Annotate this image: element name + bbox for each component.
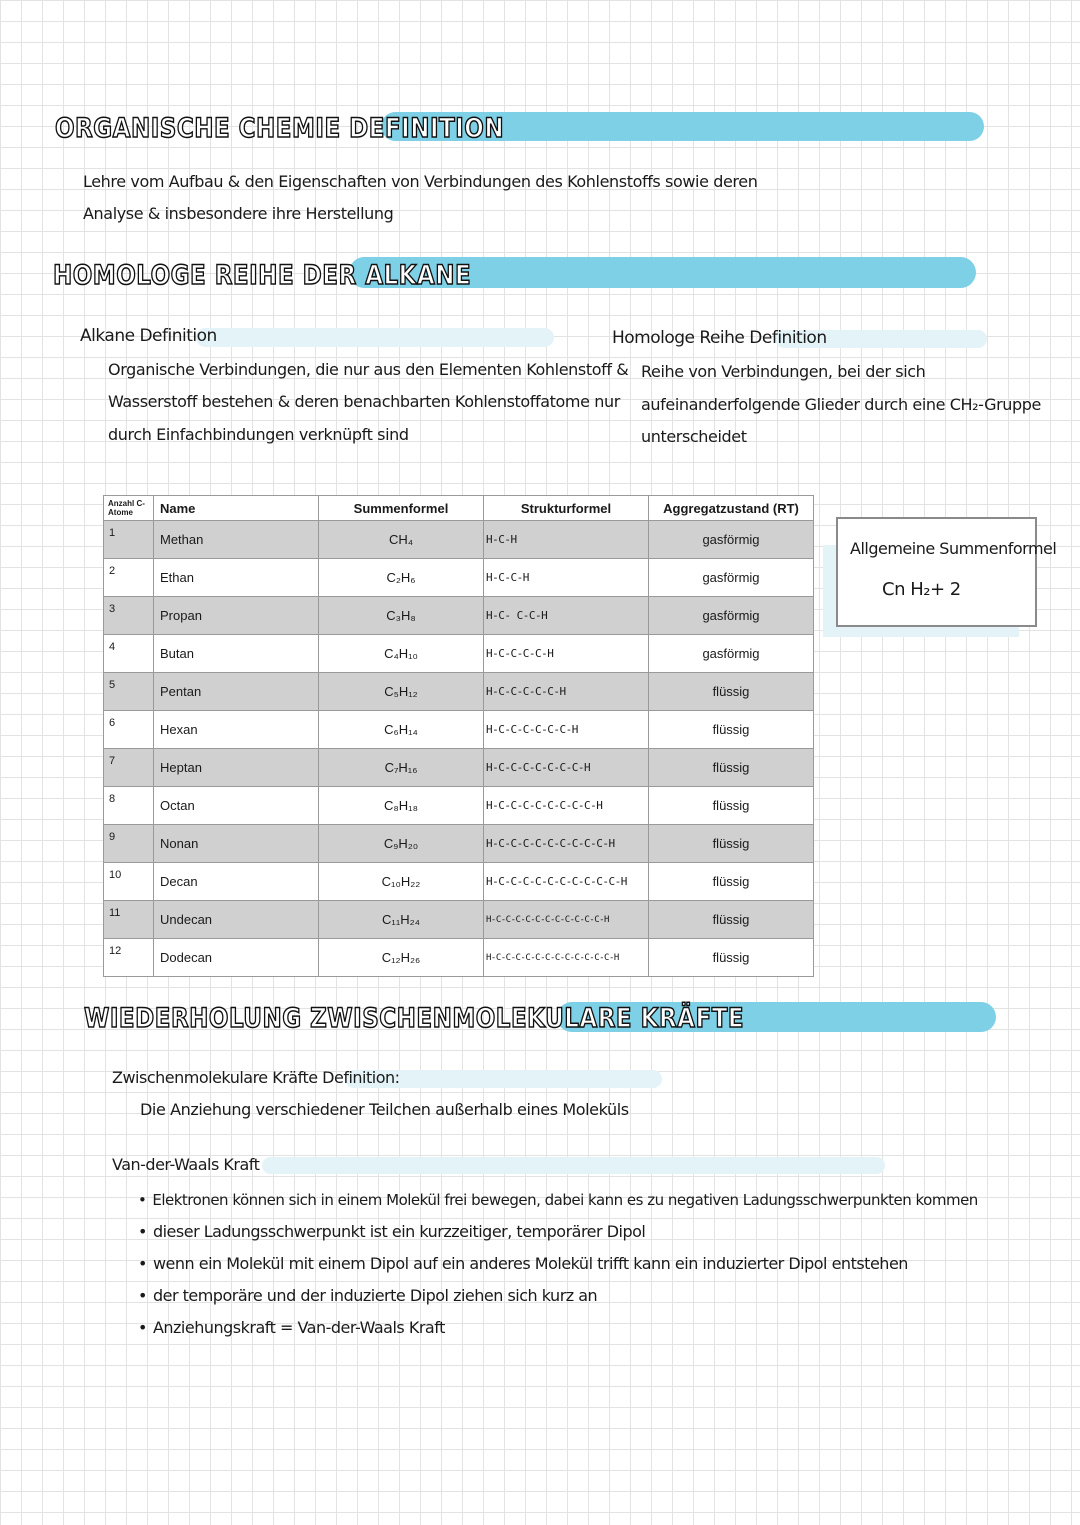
cell-strukturformel: H-C-H [484,521,649,559]
section-heading-zwischenmolekulare-kraefte: WIEDERHOLUNG ZWISCHENMOLEKULARE KRÄFTE [84,1004,745,1034]
cell-summenformel: C₁₂H₂₆ [319,939,484,977]
homologe-reihe-definition-title: Homologe Reihe Definition [612,328,827,348]
cell-aggregatzustand: gasförmig [649,635,814,673]
list-item: • wenn ein Molekül mit einem Dipol auf ein anderes Molekül trifft kann ein induzierter Dipol entstehen [138,1248,978,1280]
alkane-definition-line: Organische Verbindungen, die nur aus den Elementen Kohlenstoff & [108,360,629,379]
cell-strukturformel: H-C-C-C-C-C-H [484,673,649,711]
alkane-definition-line: Wasserstoff bestehen & deren benachbarten Kohlenstoffatome nur [108,392,620,411]
table-row [104,825,814,863]
table-row [104,901,814,939]
cell-anzahl: 1 [104,521,154,559]
cell-name: Nonan [154,825,319,863]
list-item: • Elektronen können sich in einem Molekül frei bewegen, dabei kann es zu negativen Ladungsschwerpunkten kommen [138,1184,978,1216]
cell-aggregatzustand: gasförmig [649,521,814,559]
cell-anzahl: 2 [104,559,154,597]
cell-name: Octan [154,787,319,825]
cell-summenformel: C₃H₈ [319,597,484,635]
cell-name: Methan [154,521,319,559]
cell-name: Undecan [154,901,319,939]
cell-aggregatzustand: flüssig [649,863,814,901]
cell-strukturformel: H-C-C-C-C-C-C-C-H [484,749,649,787]
cell-anzahl: 12 [104,939,154,977]
cell-name: Dodecan [154,939,319,977]
cell-aggregatzustand: flüssig [649,825,814,863]
table-row [104,673,814,711]
table-row [104,939,814,977]
cell-name: Pentan [154,673,319,711]
cell-summenformel: C₈H₁₈ [319,787,484,825]
cell-anzahl: 6 [104,711,154,749]
cell-strukturformel: H-C-C-C-C-C-C-C-C-C-C-C-C-H [484,939,649,977]
general-formula-value: Cn H₂+ 2 [882,579,961,600]
general-formula-box [836,517,1057,627]
header-name: Name [154,496,319,521]
cell-name: Hexan [154,711,319,749]
cell-strukturformel: H-C-C-C-C-C-C-C-C-H [484,787,649,825]
cell-summenformel: C₄H₁₀ [319,635,484,673]
cell-summenformel: C₅H₁₂ [319,673,484,711]
cell-summenformel: C₁₁H₂₄ [319,901,484,939]
cell-summenformel: C₆H₁₄ [319,711,484,749]
cell-aggregatzustand: gasförmig [649,597,814,635]
cell-name: Decan [154,863,319,901]
cell-aggregatzustand: flüssig [649,673,814,711]
cell-name: Propan [154,597,319,635]
cell-summenformel: C₁₀H₂₂ [319,863,484,901]
table-row [104,521,814,559]
table-header-row [104,496,814,521]
cell-summenformel: CH₄ [319,521,484,559]
cell-anzahl: 5 [104,673,154,711]
list-item: • dieser Ladungsschwerpunkt ist ein kurzzeitiger, temporärer Dipol [138,1216,978,1248]
list-item: • der temporäre und der induzierte Dipol ziehen sich kurz an [138,1280,978,1312]
cell-strukturformel: H-C-C-C-C-C-C-C-C-C-C-H [484,863,649,901]
subheading-highlight [262,1157,885,1174]
cell-aggregatzustand: flüssig [649,939,814,977]
definition-text-line: Analyse & insbesondere ihre Herstellung [83,204,394,223]
table-row [104,559,814,597]
cell-strukturformel: H-C-C-H [484,559,649,597]
subheading-highlight [196,328,554,347]
cell-strukturformel: H-C-C-C-C-C-C-H [484,711,649,749]
section-heading-organische-chemie: ORGANISCHE CHEMIE DEFINITION [55,114,505,144]
cell-aggregatzustand: flüssig [649,901,814,939]
table-row [104,597,814,635]
header-summenformel: Summenformel [319,496,484,521]
cell-summenformel: C₉H₂₀ [319,825,484,863]
alkane-definition-title: Alkane Definition [80,326,217,346]
cell-strukturformel: H-C-C-C-C-C-C-C-C-C-C-C-H [484,901,649,939]
cell-anzahl: 10 [104,863,154,901]
header-anzahl: Anzahl C-Atome [104,496,154,521]
definition-text-line: Lehre vom Aufbau & den Eigenschaften von Verbindungen des Kohlenstoffs sowie deren [83,172,758,191]
cell-anzahl: 9 [104,825,154,863]
cell-strukturformel: H-C-C-C-C-C-C-C-C-C-H [484,825,649,863]
cell-name: Butan [154,635,319,673]
table-row [104,863,814,901]
cell-name: Ethan [154,559,319,597]
table-row [104,787,814,825]
zmk-definition-text: Die Anziehung verschiedener Teilchen außerhalb eines Moleküls [140,1100,629,1119]
alkane-definition-line: durch Einfachbindungen verknüpft sind [108,425,409,444]
cell-anzahl: 11 [104,901,154,939]
table-row [104,711,814,749]
cell-summenformel: C₇H₁₆ [319,749,484,787]
cell-strukturformel: H-C- C-C-H [484,597,649,635]
header-aggregatzustand: Aggregatzustand (RT) [649,496,814,521]
vdw-bullet-list [138,1184,978,1344]
cell-anzahl: 4 [104,635,154,673]
header-strukturformel: Strukturformel [484,496,649,521]
table-row [104,749,814,787]
alkane-table [103,495,814,977]
cell-aggregatzustand: flüssig [649,787,814,825]
cell-anzahl: 8 [104,787,154,825]
cell-name: Heptan [154,749,319,787]
cell-aggregatzustand: flüssig [649,711,814,749]
general-formula-title: Allgemeine Summenformel [850,539,1057,558]
cell-summenformel: C₂H₆ [319,559,484,597]
table-row [104,635,814,673]
section-heading-homologe-reihe: HOMOLOGE REIHE DER ALKANE [53,261,472,291]
cell-strukturformel: H-C-C-C-C-H [484,635,649,673]
vdw-title: Van-der-Waals Kraft [112,1155,260,1174]
cell-anzahl: 3 [104,597,154,635]
homologe-reihe-definition-line: unterscheidet [641,427,747,446]
cell-aggregatzustand: gasförmig [649,559,814,597]
homologe-reihe-definition-line: aufeinanderfolgende Glieder durch eine CH₂-Gruppe [641,395,1041,414]
cell-anzahl: 7 [104,749,154,787]
zmk-definition-title: Zwischenmolekulare Kräfte Definition: [112,1068,400,1087]
cell-aggregatzustand: flüssig [649,749,814,787]
homologe-reihe-definition-line: Reihe von Verbindungen, bei der sich [641,362,926,381]
list-item: • Anziehungskraft = Van-der-Waals Kraft [138,1312,978,1344]
